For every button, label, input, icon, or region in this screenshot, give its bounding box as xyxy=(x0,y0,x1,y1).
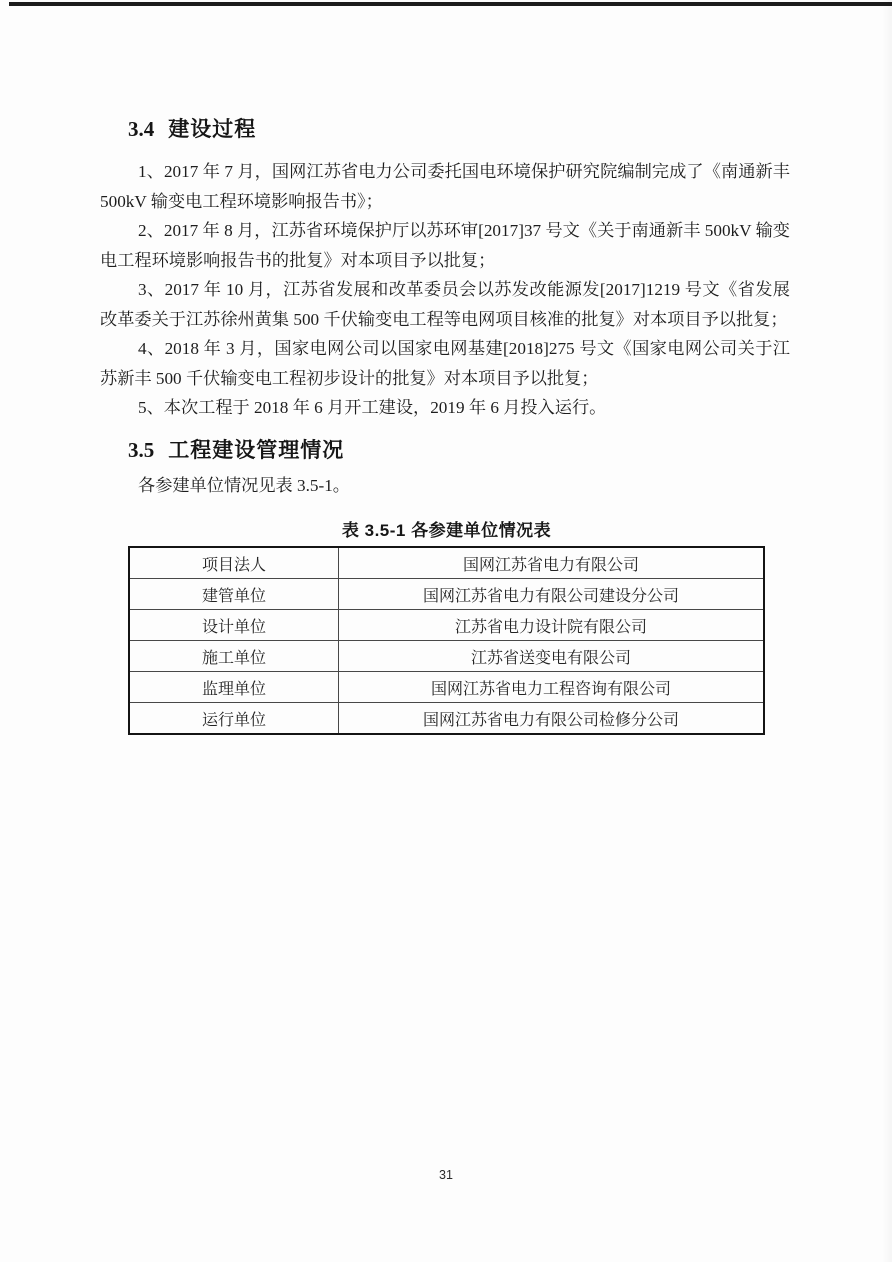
paragraph-3: 3、2017 年 10 月，江苏省发展和改革委员会以苏发改能源发[2017]1219 号文《省发展改革委关于江苏徐州黄集 500 千伏输变电工程等电网项目核准的批复》对本项目予以批复； xyxy=(100,280,790,329)
page-content xyxy=(100,0,790,735)
section-title: 工程建设管理情况 xyxy=(168,438,345,462)
row-value: 国网江苏省电力有限公司 xyxy=(339,547,765,579)
table-caption: 表 3.5-1 各参建单位情况表 xyxy=(341,521,552,540)
paragraph-4: 4、2018 年 3 月，国家电网公司以国家电网基建[2018]275 号文《国家电网公司关于江苏新丰 500 千伏输变电工程初步设计的批复》对本项目予以批复； xyxy=(100,339,790,388)
section-title: 建设过程 xyxy=(168,118,257,141)
row-label: 建管单位 xyxy=(129,579,339,610)
row-label: 项目法人 xyxy=(129,547,339,579)
section-number: 3.5 xyxy=(128,437,155,462)
paragraph-1: 1、2017 年 7 月，国网江苏省电力公司委托国电环境保护研究院编制完成了《南通新丰 500kV 输变电工程环境影响报告书》； xyxy=(100,162,790,211)
row-value: 江苏省电力设计院有限公司 xyxy=(339,610,765,641)
row-label: 施工单位 xyxy=(129,641,339,672)
section-3-4-body xyxy=(100,157,790,423)
section-number: 3.4 xyxy=(128,117,155,141)
table-row xyxy=(129,579,764,610)
row-label: 设计单位 xyxy=(129,610,339,641)
participants-table xyxy=(128,546,765,735)
table-row xyxy=(129,672,764,703)
row-value: 国网江苏省电力有限公司建设分公司 xyxy=(339,579,765,610)
row-label: 监理单位 xyxy=(129,672,339,703)
paragraph-2: 2、2017 年 8 月，江苏省环境保护厅以苏环审[2017]37 号文《关于南通新丰 500kV 输变电工程环境影响报告书的批复》对本项目予以批复； xyxy=(100,221,790,270)
section-3-5-intro: 各参建单位情况见表 3.5-1。 xyxy=(138,475,350,495)
row-label: 运行单位 xyxy=(129,703,339,735)
paragraph-5: 5、本次工程于 2018 年 6 月开工建设，2019 年 6 月投入运行。 xyxy=(138,398,607,417)
table-row xyxy=(129,547,764,579)
table-row xyxy=(129,641,764,672)
page-number: 31 xyxy=(439,1168,453,1182)
table-row xyxy=(129,703,764,735)
section-heading-3-4 xyxy=(128,118,790,141)
row-value: 国网江苏省电力有限公司检修分公司 xyxy=(339,703,765,735)
row-value: 国网江苏省电力工程咨询有限公司 xyxy=(339,672,765,703)
table-row xyxy=(129,610,764,641)
row-value: 江苏省送变电有限公司 xyxy=(339,641,765,672)
section-heading-3-5 xyxy=(128,439,790,462)
